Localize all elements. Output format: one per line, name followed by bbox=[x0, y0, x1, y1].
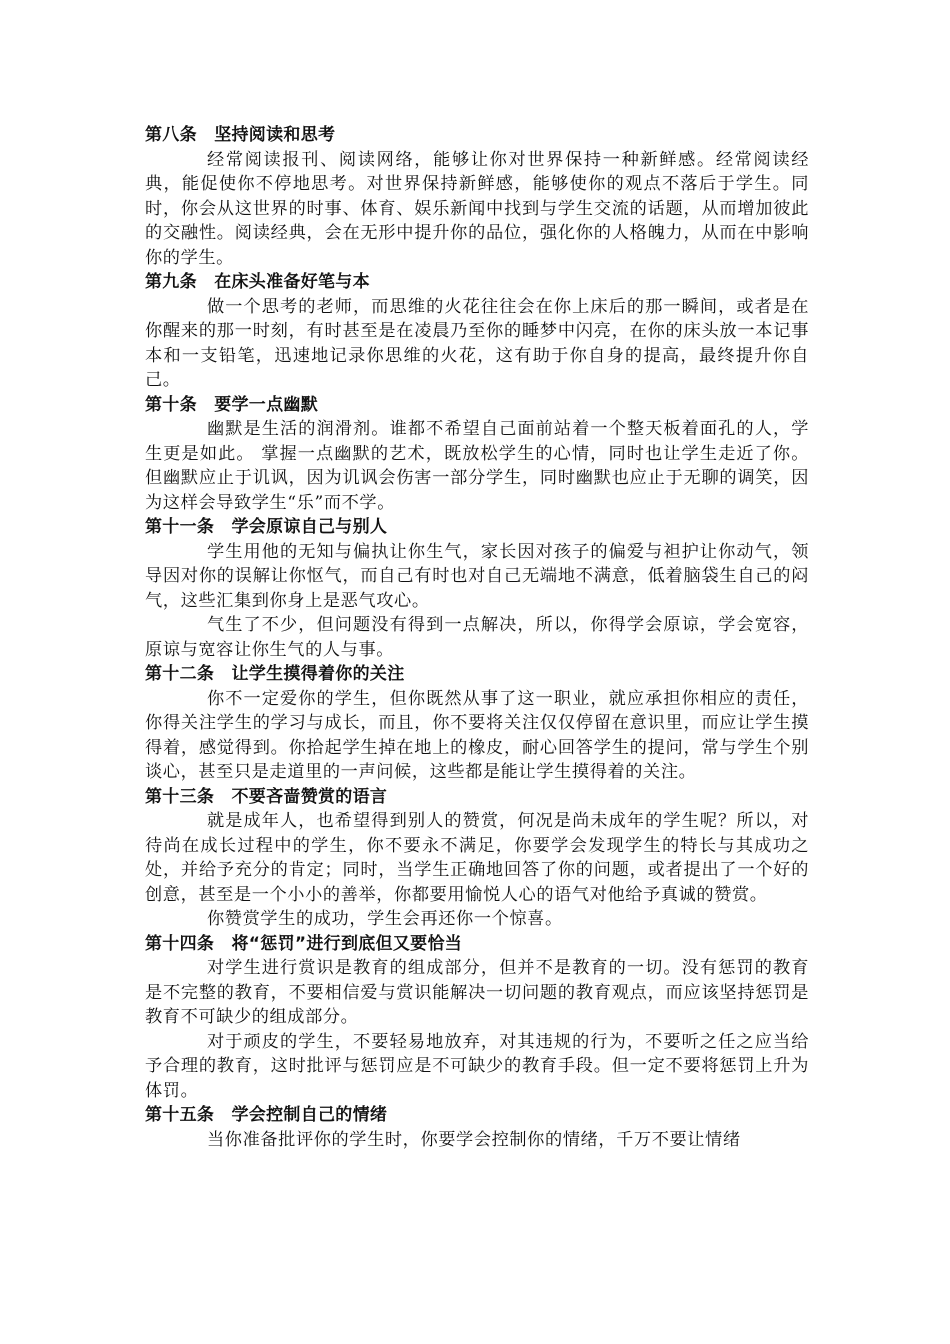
section-heading: 第九条 在床头准备好笔与本 bbox=[145, 272, 370, 292]
section-9 bbox=[145, 270, 809, 393]
section-11 bbox=[145, 515, 809, 662]
section-heading: 第十二条 让学生摸得着你的关注 bbox=[145, 664, 405, 684]
section-heading: 第十三条 不要吝啬赞赏的语言 bbox=[145, 786, 388, 807]
section-paragraph: 当你准备批评你的学生时，你要学会控制你的情绪，千万不要让情绪 bbox=[207, 1129, 741, 1150]
document-page bbox=[145, 123, 809, 1152]
section-heading: 第十五条 学会控制自己的情绪 bbox=[145, 1105, 388, 1125]
section-paragraph: 你不一定爱你的学生，但你既然从事了这一职业，就应承担你相应的责任，你得关注学生的学习与成长，而且，你不要将关注仅仅停留在意识里，而应让学生摸得着，感觉得到。你拾起学生掉在地上的橡皮，耐心回答学生的提问，常与学生个别谈心，甚至只是走道里的一声问候，这些都是能让学生摸得着的关注。 bbox=[145, 688, 809, 782]
section-10 bbox=[145, 393, 809, 516]
section-paragraph: 做一个思考的老师，而思维的火花往往会在你上床后的那一瞬间，或者是在你醒来的那一时刻，有时甚至是在凌晨乃至你的睡梦中闪亮，在你的床头放一本记事本和一支铅笔，迅速地记录你思维的火花，这有助于你自身的提高，最终提升你自己。 bbox=[145, 296, 809, 390]
section-heading: 第八条 坚持阅读和思考 bbox=[145, 125, 336, 145]
section-heading: 第十四条 将“惩罚”进行到底但又要恰当 bbox=[145, 933, 463, 954]
section-paragraph: 幽默是生活的润滑剂。谁都不希望自己面前站着一个整天板着面孔的人，学生更是如此。 掌握一点幽默的艺术，既放松学生的心情，同时也让学生走近了你。但幽默应止于讥讽，因为讥讽会伤害一部分学生，同时幽默也应止于无聊的调笑，因为这样会导致学生“乐”而不学。 bbox=[145, 419, 809, 513]
section-heading: 第十条 要学一点幽默 bbox=[145, 394, 318, 415]
section-13 bbox=[145, 785, 809, 932]
section-paragraph: 就是成年人，也希望得到别人的赞赏，何况是尚未成年的学生呢？所以，对待尚在成长过程中的学生，你不要永不满足，你要学会发现学生的特长与其成功之处，并给予充分的肯定；同时，当学生正确地回答了你的问题，或者提出了一个好的创意，甚至是一个小小的善举，你都要用愉悦人心的语气对他给予真诚的赞赏。 bbox=[145, 811, 809, 905]
section-paragraph: 学生用他的无知与偏执让你生气，家长因对孩子的偏爱与袒护让你动气，领导因对你的误解让你怄气，而自己有时也对自己无端地不满意，低着脑袋生自己的闷气，这些汇集到你身上是恶气攻心。 bbox=[145, 541, 809, 611]
section-12 bbox=[145, 662, 809, 785]
section-paragraph: 经常阅读报刊、阅读网络，能够让你对世界保持一种新鲜感。经常阅读经典，能促使你不停地思考。对世界保持新鲜感，能够使你的观点不落后于学生。同时，你会从这世界的时事、体育、娱乐新闻中找到与学生交流的话题，从而增加彼此的交融性。阅读经典，会在无形中提升你的品位，强化你的人格魄力，从而在中影响你的学生。 bbox=[145, 149, 809, 268]
section-paragraph: 对于顽皮的学生，不要轻易地放弃，对其违规的行为，不要听之任之应当给予合理的教育，这时批评与惩罚应是不可缺少的教育手段。但一定不要将惩罚上升为体罚。 bbox=[145, 1031, 809, 1101]
section-paragraph: 气生了不少，但问题没有得到一点解决，所以，你得学会原谅，学会宽容，原谅与宽容让你生气的人与事。 bbox=[145, 615, 809, 660]
section-8 bbox=[145, 123, 809, 270]
section-heading: 第十一条 学会原谅自己与别人 bbox=[145, 517, 388, 537]
section-14 bbox=[145, 932, 809, 1104]
section-15 bbox=[145, 1103, 809, 1152]
section-paragraph: 对学生进行赏识是教育的组成部分，但并不是教育的一切。没有惩罚的教育是不完整的教育，不要相信爱与赏识能解决一切问题的教育观点，而应该坚持惩罚是教育不可缺少的组成部分。 bbox=[145, 958, 809, 1027]
section-paragraph: 你赞赏学生的成功，学生会再还你一个惊喜。 bbox=[207, 909, 563, 929]
